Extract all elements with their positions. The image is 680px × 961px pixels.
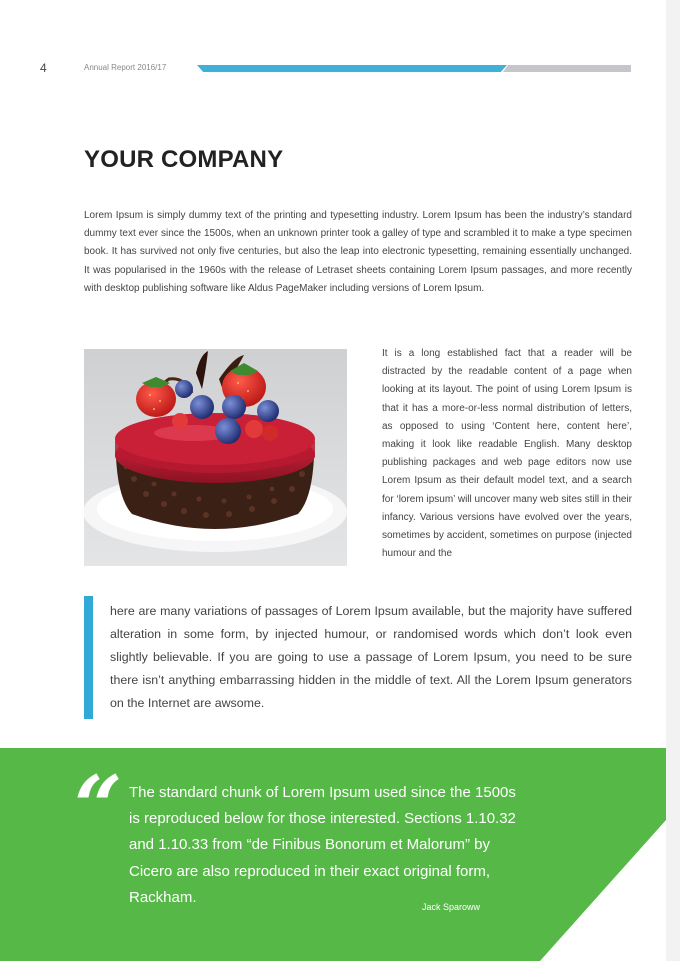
quote-author: Jack Sparoww [422,902,481,912]
side-paragraph: It is a long established fact that a reader will be distracted by the readable content of a page when looking at its layout. The point of using Lorem Ipsum is that it has a more-or-less normal distribution of letters, as opposed to using ‘Content here, content here’, making it look like readable English. Many desktop publishing packages and web page editors now use Lorem Ipsum as their default model text, and a search for ‘lorem ipsum’ will uncover many web sites still in their infancy. Various versions have evolved over the years, sometimes by accident, sometimes on purpose (injected humour and the [382,348,632,560]
page-edge [666,0,680,961]
highlight-paragraph: here are many variations of passages of Lorem Ipsum available, but the majority have suffered alteration in some form, by injected humour, or randomised words which don’t look even slightly believable. If you are going to use a passage of Lorem Ipsum, you need to be sure there isn’t anything embarrassing hidden in the middle of text. All the Lorem Ipsum generators on the Internet are awsome. [110,604,632,710]
cake-photo [84,349,347,566]
highlight-bar [84,596,93,719]
quote-text: The standard chunk of Lorem Ipsum used since the 1500s is reproduced below for those interested. Sections 1.10.32 and 1.10.33 from “de Finibus Bonorum et Malorum” by Cicero are also reproduced in their exact original form, Rackham. [129,784,516,906]
header-accent-bar-grey [503,65,631,72]
intro-paragraph: Lorem Ipsum is simply dummy text of the printing and typesetting industry. Lorem Ipsum has been the industry’s standard dummy text ever since the 1500s, when an unknown printer took a galley of type and scrambled it to make a type specimen book. It has survived not only five centuries, but also the leap into electronic typesetting, remaining essentially unchanged. It was popularised in the 1960s with the release of Letraset sheets containing Lorem Ipsum passages, and more recently with desktop publishing software like Aldus PageMaker including versions of Lorem Ipsum. [84,210,632,294]
quote-mark-icon: “ [74,757,123,856]
report-title: Annual Report 2016/17 [84,63,167,72]
cake-illustration [84,349,347,566]
page-number: 4 [40,61,47,75]
section-heading: YOUR COMPANY [84,146,284,173]
header-accent-bar-blue [197,65,507,72]
